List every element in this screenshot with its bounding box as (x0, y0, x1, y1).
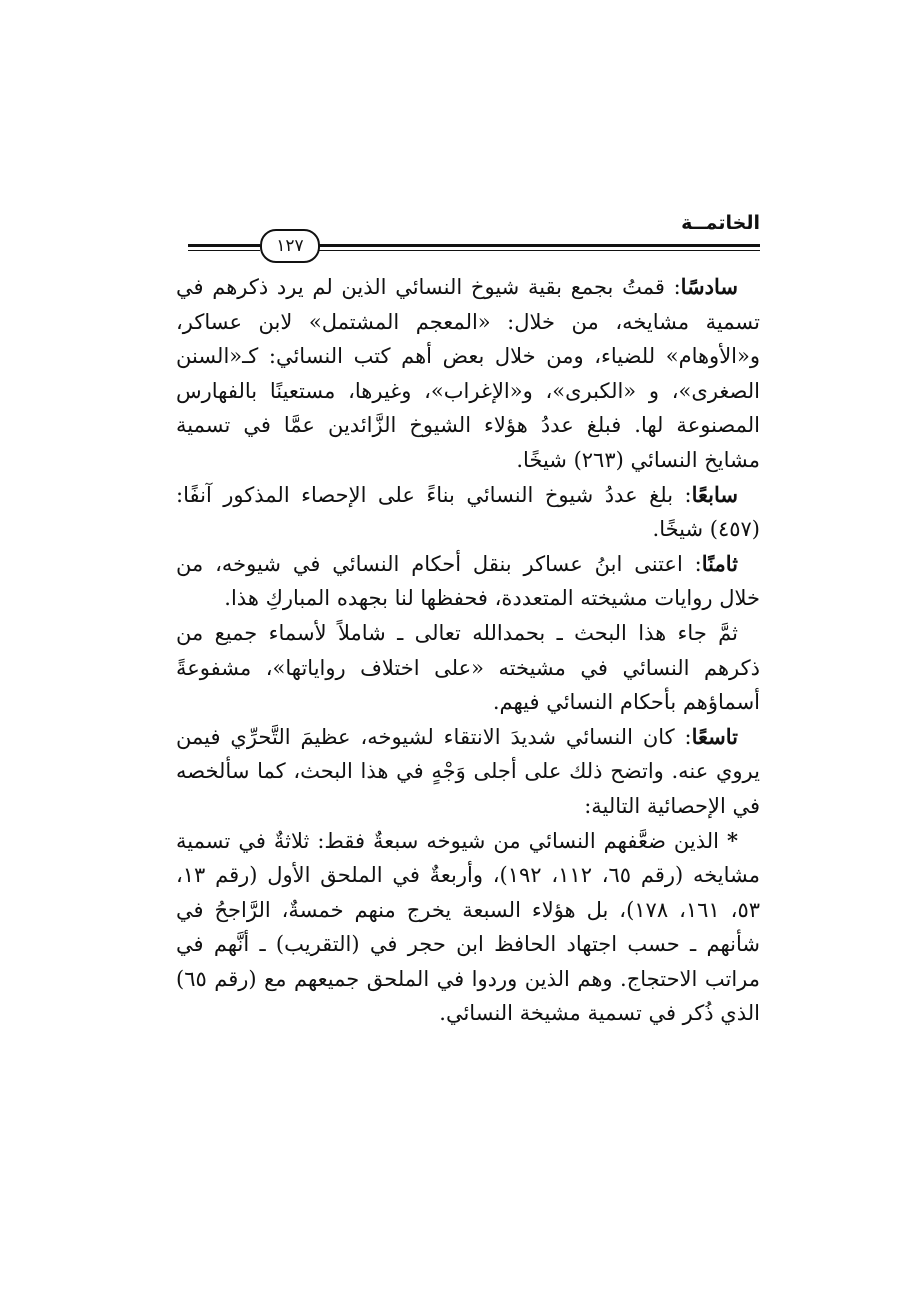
bullet-mark: * (727, 827, 738, 853)
paragraph-text: : بلغ عددُ شيوخ النسائي بناءً على الإحصاء المذكور آنفًا: (٤٥٧) شيخًا. (176, 482, 760, 542)
paragraph-text: ثمَّ جاء هذا البحث ـ بحمدالله تعالى ـ شاملاً لأسماء جميع من ذكرهم النسائي في مشيخته «على اختلاف رواياتها»، مشفوعةً أسماؤهم بأحكام النسائي فيهم. (176, 620, 760, 715)
paragraph-sixth (176, 270, 760, 478)
page-number: ١٢٧ (260, 229, 320, 263)
page-body (176, 270, 760, 1031)
paragraph-lead: تاسعًا (691, 723, 738, 749)
page-header (180, 212, 760, 256)
paragraph-text: : اعتنى ابنُ عساكر بنقل أحكام النسائي في شيوخه، من خلال روايات مشيخته المتعددة، فحفظها لنا بجهده المباركِ هذا. (176, 551, 760, 611)
paragraph-bullet (176, 824, 760, 1032)
chapter-title: الخاتمــة (681, 212, 760, 234)
paragraph-lead: سادسًا (680, 274, 738, 299)
paragraph-lead: سابعًا (691, 481, 738, 507)
paragraph-ninth (176, 720, 760, 824)
header-rule-left (188, 244, 260, 251)
paragraph-eighth (176, 547, 760, 616)
paragraph-seventh (176, 478, 760, 547)
header-rule (316, 244, 760, 251)
paragraph-text: : قمتُ بجمع بقية شيوخ النسائي الذين لم يرد ذكرهم في تسمية مشايخه، من خلال: «المعجم المشتمل» لابن عساكر، و«الأوهام» للضياء، ومن خلال بعض أهم كتب النسائي: كـ«السنن الصغرى»، و «الكبرى»، و«الإغراب»، وغيرها، مستعينًا بالفهارس المصنوعة لها. فبلغ عددُ هؤلاء الشيوخ الزَّائدين عمَّا في تسمية مشايخ النسائي (٢٦٣) شيخًا. (176, 275, 760, 472)
paragraph-research-note (176, 616, 760, 720)
paragraph-lead: ثامنًا (701, 550, 738, 576)
paragraph-text: الذين ضعَّفهم النسائي من شيوخه سبعةٌ فقط: ثلاثةٌ في تسمية مشايخه (رقم ٦٥، ١١٢، ١٩٢)، وأربعةٌ في الملحق الأول (رقم ١٣، ٥٣، ١٦١، ١٧٨)، بل هؤلاء السبعة يخرج منهم خمسةٌ، الرَّاجحُ في شأنهم ـ حسب اجتهاد الحافظ ابن حجر في (التقريب) ـ أنَّهم في مراتب الاحتجاج. وهم الذين وردوا في الملحق جميعهم مع (رقم ٦٥) الذي ذُكر في تسمية مشيخة النسائي. (176, 828, 761, 1026)
paragraph-text: : كان النسائي شديدَ الانتقاء لشيوخه، عظيمَ التَّحرِّي فيمن يروي عنه. واتضح ذلك على أجلى وَجْهٍ في هذا البحث، كما سألخصه في الإحصائية التالية: (176, 724, 760, 818)
